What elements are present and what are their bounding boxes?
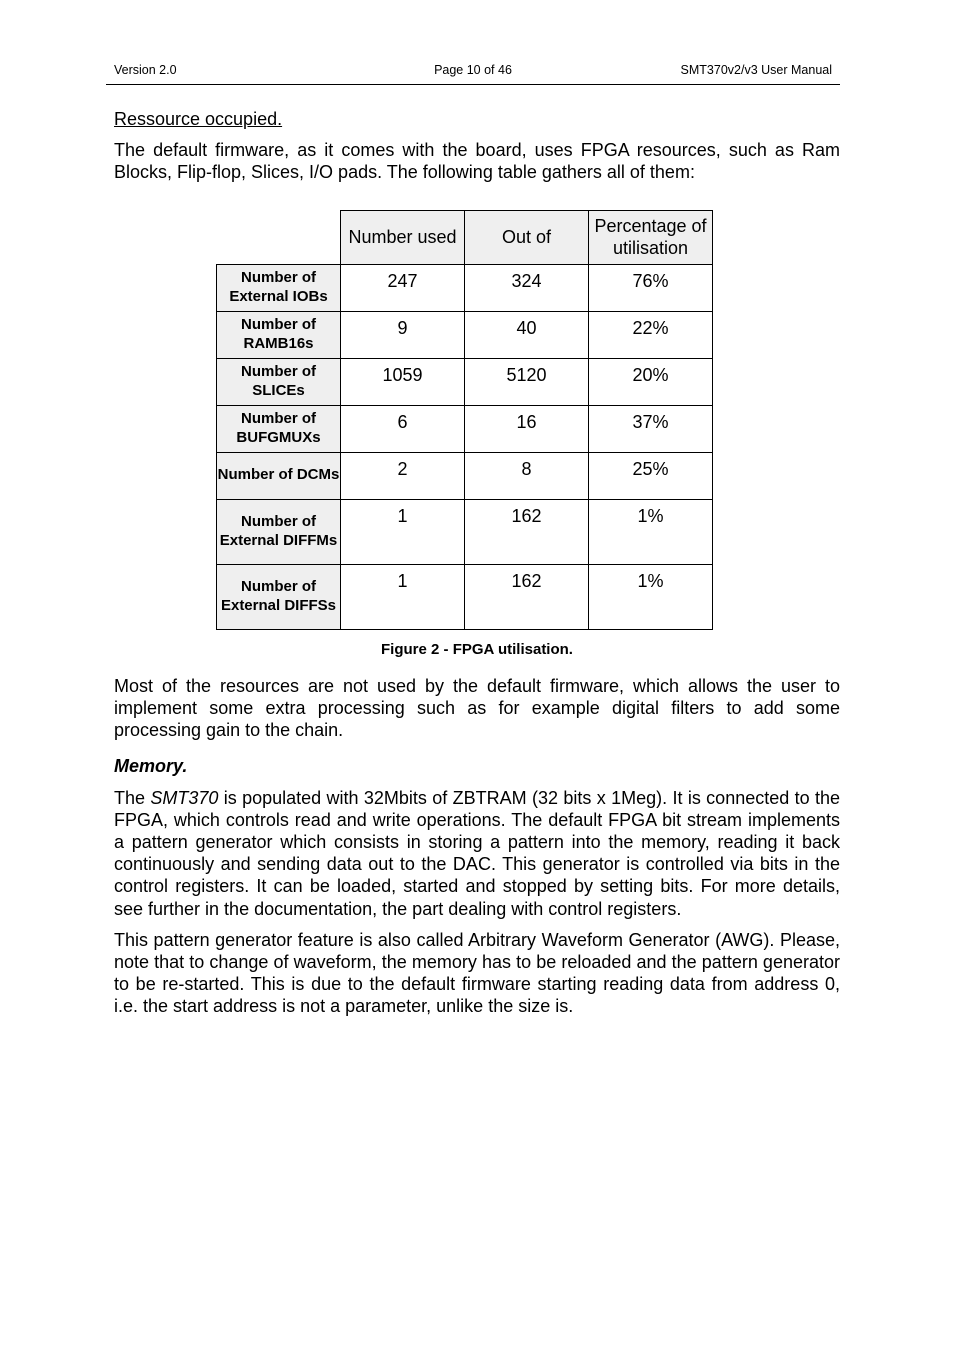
memory-p1-prefix: The [114,787,151,808]
cell-used: 247 [341,264,465,311]
table-row [217,311,713,358]
cell-percentage: 25% [589,452,713,499]
cell-used: 6 [341,405,465,452]
cell-out-of: 40 [465,311,589,358]
memory-paragraph-1 [114,787,840,920]
cell-used: 1 [341,564,465,629]
table-header-row [217,210,713,264]
cell-percentage: 37% [589,405,713,452]
row-header: Number of External DIFFMs [217,499,341,564]
column-header-percentage: Percentage of utilisation [589,210,713,264]
memory-p1-body: is populated with 32Mbits of ZBTRAM (32 bits x 1Meg). It is connected to the FPGA, which controls read and write operations. The default FPGA bit stream implements a pattern generator which consists in storing a pattern into the memory, reading it back continuously and sending data out to the DAC. This generator is controlled via bits in the control registers. It can be loaded, started and stopped by setting bits. For more details, see further in the documentation, the part dealing with control registers. [114,787,840,919]
product-name: SMT370 [150,787,219,808]
cell-used: 1059 [341,358,465,405]
cell-out-of: 16 [465,405,589,452]
cell-out-of: 162 [465,564,589,629]
column-header-out-of: Out of [465,210,589,264]
section-title-resource: Ressource occupied. [114,109,283,129]
cell-out-of: 5120 [465,358,589,405]
intro-paragraph: The default firmware, as it comes with the board, uses FPGA resources, such as Ram Blocks, Flip-flop, Slices, I/O pads. The following table gathers all of them: [114,140,840,183]
cell-used: 9 [341,311,465,358]
cell-out-of: 162 [465,499,589,564]
column-header-number-used: Number used [341,210,465,264]
header-page-number: Page 10 of 46 [434,63,512,77]
row-header: Number of External DIFFSs [217,564,341,629]
row-header: Number of BUFGMUXs [217,405,341,452]
header-version: Version 2.0 [114,63,177,77]
cell-percentage: 76% [589,264,713,311]
header-document-title: SMT370v2/v3 User Manual [680,63,832,77]
table-corner-cell [217,210,341,264]
row-header: Number of RAMB16s [217,311,341,358]
cell-percentage: 22% [589,311,713,358]
memory-paragraph-2: This pattern generator feature is also called Arbitrary Waveform Generator (AWG). Please, note that to change of waveform, the memory has to be reloaded and the pattern generator to be re-started. This is due to the default firmware starting reading data from address 0, i.e. the start address is not a parameter, unlike the size is. [114,929,840,1017]
fpga-utilisation-table [216,210,713,630]
table-row [217,564,713,629]
row-header: Number of DCMs [217,452,341,499]
table-row [217,358,713,405]
cell-used: 1 [341,499,465,564]
cell-percentage: 1% [589,499,713,564]
after-table-paragraph: Most of the resources are not used by the default firmware, which allows the user to implement some extra processing such as for example digital filters to add some processing gain to the chain. [114,675,840,741]
section-title-memory: Memory. [114,756,188,777]
page-content [114,108,840,1027]
page-header [106,62,840,85]
cell-out-of: 8 [465,452,589,499]
cell-percentage: 20% [589,358,713,405]
table-row [217,499,713,564]
table-row [217,452,713,499]
row-header: Number of SLICEs [217,358,341,405]
row-header: Number of External IOBs [217,264,341,311]
figure-caption: Figure 2 - FPGA utilisation. [381,640,573,658]
table-row [217,405,713,452]
table-row [217,264,713,311]
cell-used: 2 [341,452,465,499]
cell-out-of: 324 [465,264,589,311]
cell-percentage: 1% [589,564,713,629]
